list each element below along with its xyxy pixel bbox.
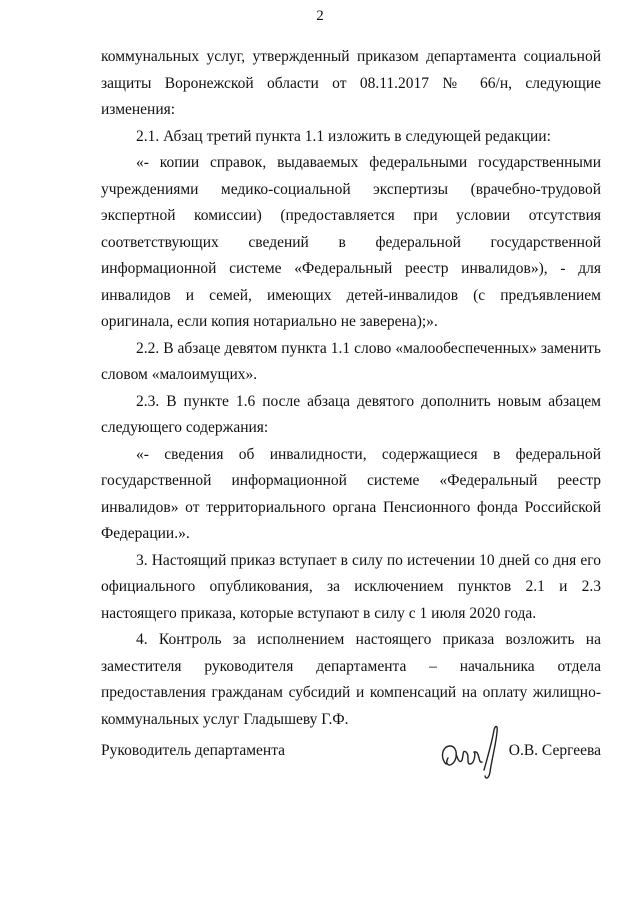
paragraph-3: 3. Настоящий приказ вступает в силу по истечении 10 дней со дня его официального опубликования, за исключением пунктов 2.1 и 2.3 настоящего приказа, которые вступают в силу с 1 июля 2020 года. — [101, 551, 601, 622]
paragraph-4: 4. Контроль за исполнением настоящего приказа возложить на заместителя руководителя департамента – начальника отдела предоставления гражданам субсидий и компенсаций на оплату жилищно-коммунальных услуг Гладышеву Г.Ф. — [101, 631, 601, 728]
page-number: 2 — [316, 8, 324, 24]
document-body — [101, 44, 601, 733]
paragraph-2-3: 2.3. В пункте 1.6 после абзаца девятого дополнить новым абзацем следующего содержания: — [101, 392, 601, 436]
signature-block — [101, 720, 601, 780]
paragraph-2-1-text: «- копии справок, выдаваемых федеральными государственными учреждениями медико-социальной экспертизы (врачебно-трудовой экспертной комиссии) (предоставляется при условии отсутствия соответствующих сведений в федеральной государственной информационной системе «Федеральный реестр инвалидов»), - для инвалидов и семей, имеющих детей-инвалидов (с предъявлением оригинала, если копия нотариально не заверена);». — [101, 154, 601, 330]
paragraph-2-3-text: «- сведения об инвалидности, содержащиеся в федеральной государственной информационной системе «Федеральный реестр инвалидов» от территориального органа Пенсионного фонда Российской Федерации.». — [101, 445, 601, 542]
signatory-name: О.В. Сергеева — [508, 742, 601, 759]
handwritten-signature — [436, 720, 516, 782]
paragraph-2-1: 2.1. Абзац третий пункта 1.1 изложить в следующей редакции: — [136, 127, 551, 145]
signatory-title: Руководитель департамента — [101, 742, 286, 759]
paragraph-continuation: коммунальных услуг, утвержденный приказом департамента социальной защиты Воронежской области от 08.11.2017 № 66/н, следующие изменения: — [101, 48, 601, 118]
paragraph-2-2: 2.2. В абзаце девятом пункта 1.1 слово «малообеспеченных» заменить словом «малоимущих». — [101, 339, 601, 383]
